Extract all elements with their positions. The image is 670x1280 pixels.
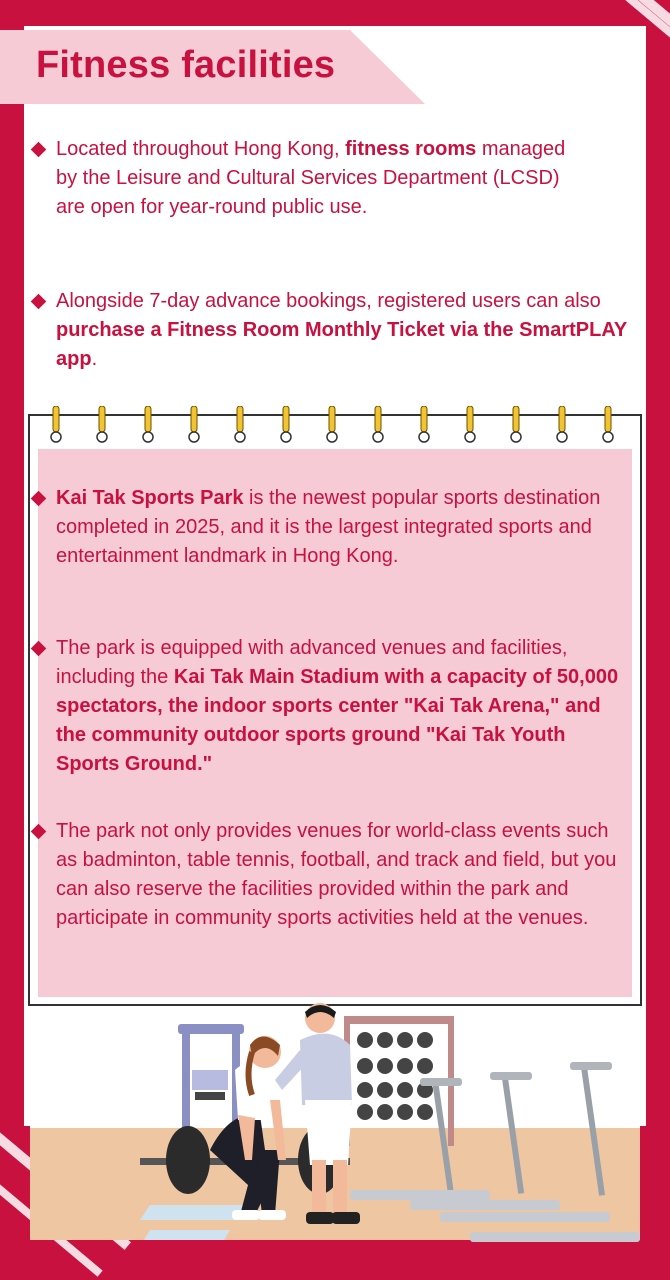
ring-icon	[280, 406, 292, 444]
bullet-fitness-rooms: Located throughout Hong Kong, fitness rooms managed by the Leisure and Cultural Services Department (LCSD) are open for year-round public use.	[56, 135, 576, 222]
ring-icon	[142, 406, 154, 444]
ring-icon	[96, 406, 108, 444]
ring-icon	[464, 406, 476, 444]
page-title: Fitness facilities	[36, 44, 336, 86]
bullet-monthly-ticket: Alongside 7-day advance bookings, registered users can also purchase a Fitness Room Monthly Ticket via the SmartPLAY app.	[56, 287, 646, 374]
bullet-park-venues: The park is equipped with advanced venues and facilities, including the Kai Tak Main Stadium with a capacity of 50,000 spectators, the indoor sports center "Kai Tak Arena," and the community outdoor sports ground "Kai Tak Youth Sports Ground."	[56, 634, 634, 779]
ring-icon	[418, 406, 430, 444]
ring-icon	[556, 406, 568, 444]
floor-mat-2	[144, 1230, 230, 1240]
ring-icon	[326, 406, 338, 444]
ring-icon	[510, 406, 522, 444]
ring-icon	[50, 406, 62, 444]
ring-icon	[188, 406, 200, 444]
gym-illustration-icon	[0, 1000, 670, 1280]
ring-icon	[372, 406, 384, 444]
ring-icon	[234, 406, 246, 444]
bullet-kai-tak-sports-park: Kai Tak Sports Park is the newest popular sports destination completed in 2025, and it is the largest integrated sports and entertainment landmark in Hong Kong.	[56, 484, 616, 571]
bullet-park-events: The park not only provides venues for world-class events such as badminton, table tennis, football, and track and field, but you can also reserve the facilities provided within the park and participate in community sports activities held at the venues.	[56, 817, 632, 933]
ring-icon	[602, 406, 614, 444]
